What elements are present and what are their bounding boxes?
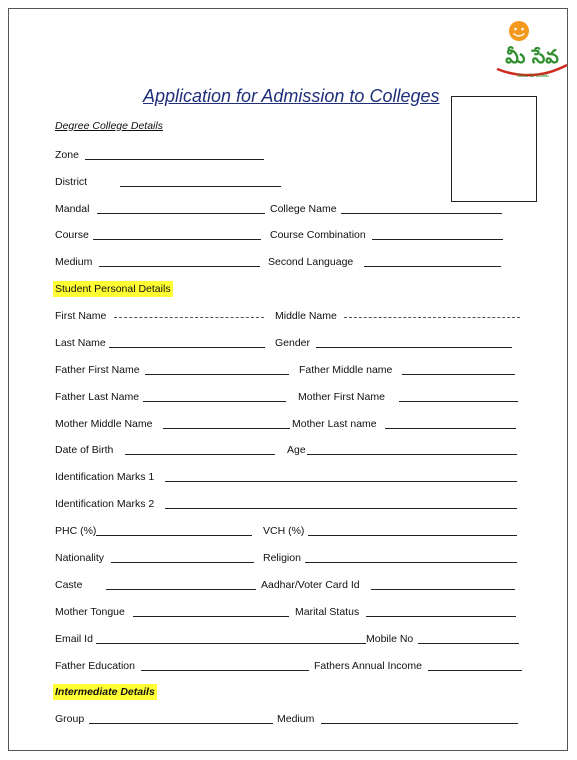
father-first-name-label: Father First Name xyxy=(55,364,140,376)
mother-tongue-label: Mother Tongue xyxy=(55,606,125,618)
course-combination-label: Course Combination xyxy=(270,229,366,241)
age-field[interactable] xyxy=(307,454,517,455)
father-last-name-field[interactable] xyxy=(143,401,286,402)
father-last-name-label: Father Last Name xyxy=(55,391,140,403)
college-name-label: College Name xyxy=(270,203,337,215)
date-of-birth-label: Date of Birth xyxy=(55,444,114,456)
gender-field[interactable] xyxy=(316,347,512,348)
last-name-label: Last Name xyxy=(55,337,106,349)
college-name-field[interactable] xyxy=(341,213,502,214)
father-education-field[interactable] xyxy=(141,670,309,671)
fathers-annual-income-label: Fathers Annual Income xyxy=(314,660,422,672)
first-name-label: First Name xyxy=(55,310,107,322)
degree-section-heading: Degree College Details xyxy=(55,120,163,132)
phc-field[interactable] xyxy=(96,535,252,536)
mandal-label: Mandal xyxy=(55,203,90,215)
district-field[interactable] xyxy=(120,186,281,187)
district-label: District xyxy=(55,176,88,188)
zone-field[interactable] xyxy=(85,159,264,160)
mandal-field[interactable] xyxy=(97,213,265,214)
email-id-label: Email Id xyxy=(55,633,93,645)
identification-marks-2-label: Identification Marks 2 xyxy=(55,498,155,510)
father-middle-name-field[interactable] xyxy=(402,374,515,375)
caste-field[interactable] xyxy=(106,589,256,590)
fathers-annual-income-field[interactable] xyxy=(428,670,522,671)
form-title: Application for Admission to Colleges xyxy=(143,86,440,106)
mother-last-name-label: Mother Last name xyxy=(292,418,377,430)
age-label: Age xyxy=(287,444,306,456)
mother-first-name-field[interactable] xyxy=(399,401,518,402)
course-combination-field[interactable] xyxy=(372,239,503,240)
nationality-field[interactable] xyxy=(111,562,254,563)
mobile-no-field[interactable] xyxy=(418,643,519,644)
marital-status-label: Marital Status xyxy=(295,606,360,618)
date-of-birth-field[interactable] xyxy=(125,454,275,455)
middle-name-field[interactable] xyxy=(344,317,520,318)
mobile-no-label: Mobile No xyxy=(366,633,414,645)
gender-label: Gender xyxy=(275,337,311,349)
logo-text: మీ సేవ xyxy=(505,46,559,68)
vch-field[interactable] xyxy=(308,535,517,536)
phc-label: PHC (%) xyxy=(55,525,97,537)
medium-field[interactable] xyxy=(99,266,260,267)
middle-name-label: Middle Name xyxy=(275,310,337,322)
mother-first-name-label: Mother First Name xyxy=(298,391,385,403)
father-first-name-field[interactable] xyxy=(145,374,289,375)
email-id-field[interactable] xyxy=(96,643,366,644)
photo-box[interactable] xyxy=(451,96,537,202)
identification-marks-1-field[interactable] xyxy=(165,481,517,482)
medium-label: Medium xyxy=(55,256,93,268)
marital-status-field[interactable] xyxy=(366,616,516,617)
mother-middle-name-label: Mother Middle Name xyxy=(55,418,153,430)
mother-last-name-field[interactable] xyxy=(385,428,516,429)
group-label: Group xyxy=(55,713,85,725)
meeseva-logo xyxy=(493,19,571,81)
personal-section-heading: Student Personal Details xyxy=(55,283,171,295)
last-name-field[interactable] xyxy=(109,347,265,348)
group-field[interactable] xyxy=(89,723,273,724)
first-name-field[interactable] xyxy=(114,317,264,318)
intermediate-medium-field[interactable] xyxy=(321,723,518,724)
aadhar-voter-card-label: Aadhar/Voter Card Id xyxy=(261,579,360,591)
religion-label: Religion xyxy=(263,552,301,564)
zone-label: Zone xyxy=(55,149,79,161)
course-field[interactable] xyxy=(93,239,261,240)
father-education-label: Father Education xyxy=(55,660,135,672)
course-label: Course xyxy=(55,229,89,241)
mother-middle-name-field[interactable] xyxy=(163,428,290,429)
nationality-label: Nationality xyxy=(55,552,105,564)
intermediate-medium-label: Medium xyxy=(277,713,315,725)
identification-marks-1-label: Identification Marks 1 xyxy=(55,471,155,483)
identification-marks-2-field[interactable] xyxy=(165,508,517,509)
second-language-field[interactable] xyxy=(364,266,501,267)
second-language-label: Second Language xyxy=(268,256,354,268)
religion-field[interactable] xyxy=(305,562,517,563)
father-middle-name-label: Father Middle name xyxy=(299,364,393,376)
caste-label: Caste xyxy=(55,579,83,591)
aadhar-voter-card-field[interactable] xyxy=(371,589,515,590)
vch-label: VCH (%) xyxy=(263,525,305,537)
mother-tongue-field[interactable] xyxy=(133,616,289,617)
intermediate-section-heading: Intermediate Details xyxy=(55,686,155,698)
logo-tagline: సేవలు మీ చెంతకు xyxy=(517,74,549,79)
